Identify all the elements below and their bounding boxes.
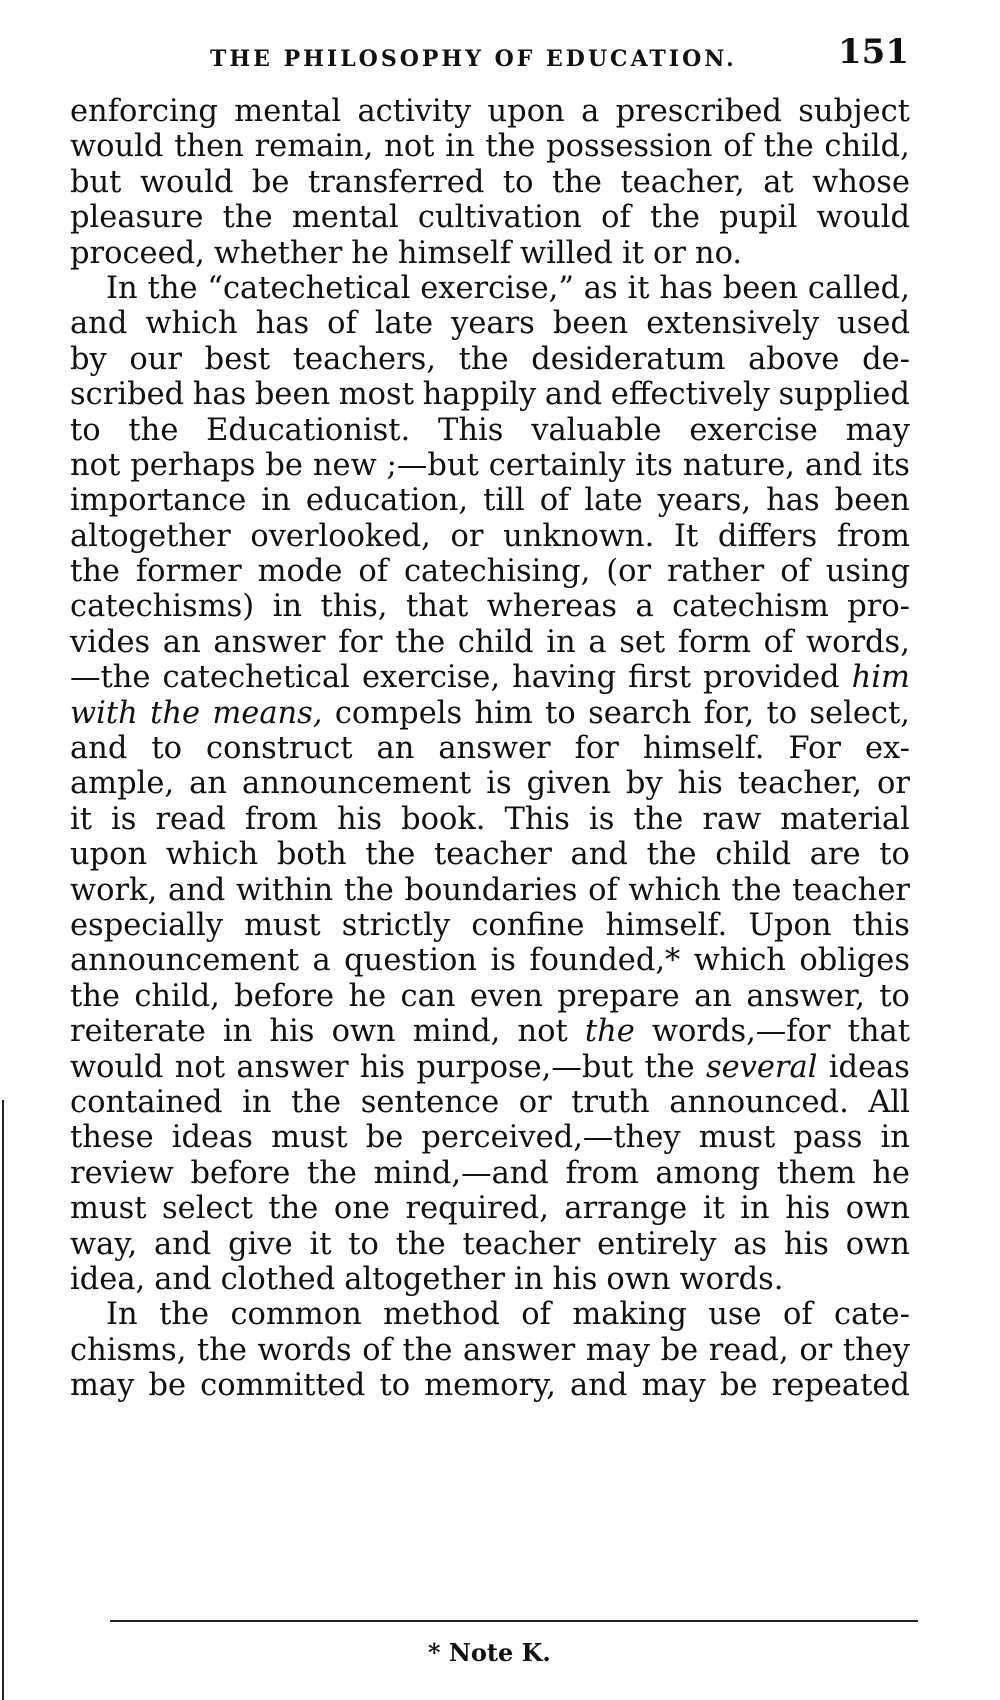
text-line: review before the mind,—and from among them he (70, 1155, 910, 1191)
text-line: enforcing mental activity upon a prescribed subject (70, 94, 910, 129)
text-line: —the catechetical exercise, having first provided him (70, 660, 910, 696)
text-line: upon which both the teacher and the child are to (70, 837, 910, 873)
text-line: catechisms) in this, that whereas a catechism pro- (70, 589, 910, 625)
text-line: especially must strictly confine himself. Upon this (70, 907, 910, 943)
text-line: reiterate in his own mind, not the words,—for that (70, 1014, 910, 1050)
text-line: contained in the sentence or truth announced. All (70, 1084, 910, 1120)
page-edge-shadow (2, 1100, 4, 1700)
text-line: to the Educationist. This valuable exercise may (70, 412, 910, 448)
text-line: with the means, compels him to search for, to select, (70, 695, 910, 731)
text-line: proceed, whether he himself willed it or no. (70, 235, 743, 271)
text-line: and to construct an answer for himself. For ex- (70, 731, 910, 767)
text-line: chisms, the words of the answer may be read, or they (70, 1332, 910, 1368)
text-line: would not answer his purpose,—but the several ideas (70, 1049, 910, 1085)
text-line: would then remain, not in the possession of the child, (70, 129, 910, 165)
text-line: pleasure the mental cultivation of the pupil would (70, 200, 910, 236)
text-line: work, and within the boundaries of which the teacher (70, 872, 910, 908)
text-line: scribed has been most happily and effectively supplied (70, 377, 910, 413)
text-line: the child, before he can even prepare an answer, to (70, 978, 910, 1014)
text-line: In the “catechetical exercise,” as it has been called, (106, 270, 910, 306)
page-number: 151 (838, 32, 909, 72)
text-line: way, and give it to the teacher entirely as his own (70, 1226, 910, 1262)
text-line: by our best teachers, the desideratum above de- (70, 341, 910, 377)
text-line: not perhaps be new ;—but certainly its nature, and its (70, 447, 910, 483)
text-line: idea, and clothed altogether in his own words. (70, 1261, 784, 1297)
text-line: vides an answer for the child in a set form of words, (70, 624, 910, 660)
text-line: ample, an announcement is given by his teacher, or (70, 766, 910, 802)
footnote-rule (110, 1620, 918, 1622)
text-line: it is read from his book. This is the raw material (70, 801, 910, 837)
body-text (70, 94, 910, 1403)
text-line: must select the one required, arrange it in his own (70, 1191, 910, 1227)
text-line: announcement a question is founded,* which obliges (70, 943, 910, 979)
text-line: importance in education, till of late years, has been (70, 483, 910, 519)
text-line: and which has of late years been extensively used (70, 306, 910, 342)
text-line: In the common method of making use of cate- (106, 1297, 910, 1333)
text-line: the former mode of catechising, (or rather of using (70, 554, 910, 590)
text-line: altogether overlooked, or unknown. It differs from (70, 518, 910, 554)
running-head: THE PHILOSOPHY OF EDUCATION. (210, 46, 737, 72)
footnote: * Note K. (428, 1638, 551, 1667)
text-line: but would be transferred to the teacher, at whose (70, 164, 910, 200)
text-line: these ideas must be perceived,—they must pass in (70, 1120, 910, 1156)
text-line: may be committed to memory, and may be repeated (70, 1368, 910, 1404)
